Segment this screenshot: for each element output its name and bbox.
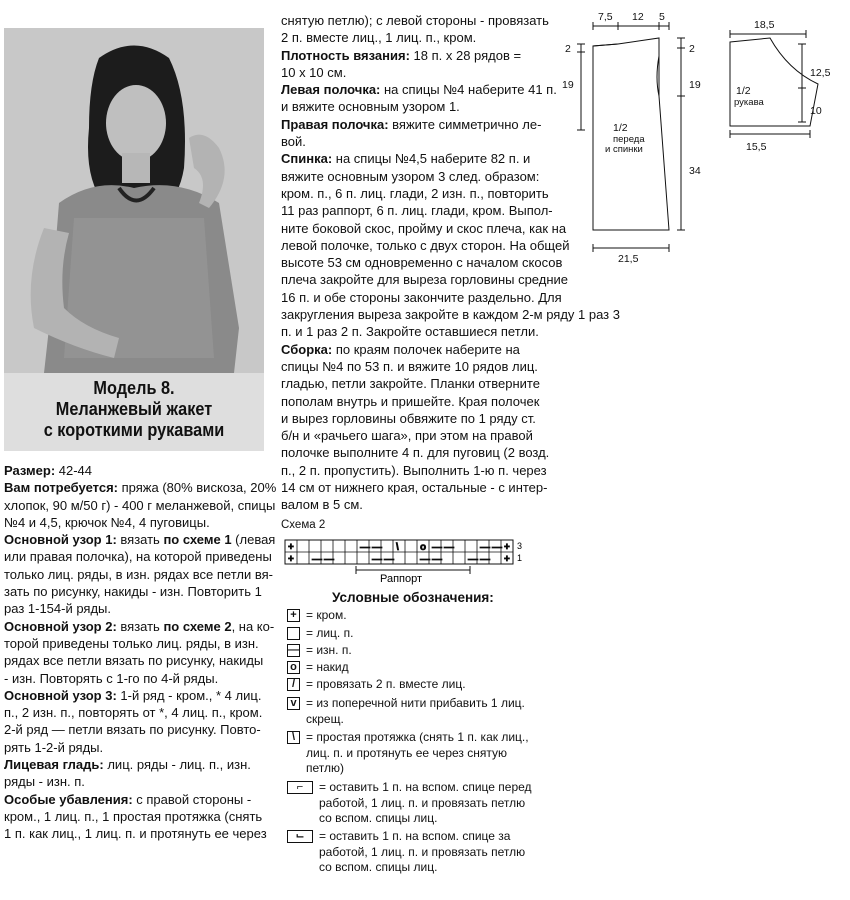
column1-line	[4, 756, 276, 773]
column2-line	[281, 479, 620, 496]
schema-symbol: +	[504, 542, 510, 553]
schema-symbol: —	[384, 554, 394, 565]
legend-title: Условные обозначения:	[332, 590, 494, 605]
schema-title: Схема 2	[281, 519, 326, 531]
text-segment: или правая полочка), на которой приведены	[4, 549, 272, 565]
model-photo	[4, 28, 264, 373]
sleeve-label-1: 1/2	[736, 85, 751, 97]
slash-box-icon: /	[287, 678, 300, 691]
legend-text: = оставить 1 п. на вспом. спице за	[319, 829, 511, 843]
schema-symbol: —	[492, 542, 502, 553]
text-segment: кром. п., 6 п. лиц. глади, 2 изн. п., повторить	[281, 185, 549, 201]
sleeve-right-1: 12,5	[810, 67, 831, 79]
text-segment: б/н и «рачьего шага», при этом на правой	[281, 428, 533, 444]
text-segment: п. и 1 раз 2 п. Закройте оставшиеся петли.	[281, 324, 539, 340]
text-segment: валом в 5 см.	[281, 497, 363, 513]
text-segment: хлопок, 90 м/50 г) - 400 г меланжевой, спицы	[4, 497, 276, 513]
backslash-box-icon: \	[287, 731, 300, 744]
schema-row-1: 1	[517, 553, 523, 563]
column1-line	[4, 721, 276, 738]
column1-line	[4, 497, 276, 514]
legend-text: = лиц. п.	[306, 626, 354, 640]
text-segment: левой полочке, только с двух сторон. На общей	[281, 237, 570, 253]
column1-line	[4, 600, 276, 617]
column2-line	[281, 462, 620, 479]
text-segment: зать по рисунку, накиды - изн. Повторить 1	[4, 584, 262, 600]
text-segment: спицы №4 по 53 п. и вяжите 10 рядов лиц.	[281, 358, 538, 374]
text-segment: 16 п. и обе стороны закончите раздельно. Для	[281, 289, 562, 305]
schema-symbol: \	[396, 542, 399, 553]
text-segment: пряжа (80% вискоза, 20%	[118, 480, 277, 496]
schema-symbol: —	[324, 554, 334, 565]
schema-symbol: —	[372, 554, 382, 565]
legend-text: скрещ.	[306, 711, 344, 726]
column2-line	[281, 306, 620, 323]
text-segment: торой приведены только лиц. ряды, в изн.	[4, 635, 259, 651]
schema-symbol: +	[504, 554, 510, 565]
body-label-2: переда	[613, 134, 645, 145]
text-segment: и вяжите основным узором 1.	[281, 99, 460, 115]
column1-line	[4, 566, 276, 583]
text-segment: вязать	[116, 532, 164, 548]
schema-symbol: —	[360, 542, 370, 553]
text-segment: Лицевая гладь:	[4, 757, 104, 773]
sleeve-label-2: рукава	[734, 97, 764, 108]
text-segment: пополам внутрь и пришейте. Края полочек	[281, 393, 540, 409]
body-left-1: 2	[565, 43, 571, 55]
column1-line	[4, 808, 276, 825]
column2-line	[281, 444, 620, 461]
text-segment: Сборка:	[281, 341, 333, 357]
text-segment: 11 раз раппорт, 6 п. лиц. глади, кром. Выпол-	[281, 203, 553, 219]
column2-line	[281, 289, 620, 306]
legend-text: = кром.	[306, 608, 347, 622]
legend-text: = провязать 2 п. вместе лиц.	[306, 677, 466, 691]
model-caption	[4, 373, 264, 451]
text-segment: гладью, петли закройте. Планки отверните	[281, 376, 540, 392]
text-segment: Основной узор 2:	[4, 618, 117, 634]
schema-symbol: +	[288, 554, 294, 565]
schema-symbol: —	[432, 542, 442, 553]
schema-2-chart	[284, 538, 529, 586]
column2-line	[281, 271, 620, 288]
column2-line	[281, 393, 620, 410]
legend-text: работой, 1 лиц. п. и провязать петлю	[319, 844, 526, 859]
column2-line	[281, 375, 620, 392]
body-top-2: 12	[632, 11, 644, 23]
text-segment: по краям полочек наберите на	[332, 341, 520, 357]
text-segment: раз 1-154-й ряды.	[4, 601, 112, 617]
cable-right-box-icon: ⌐	[287, 781, 313, 794]
text-segment: Плотность вязания:	[281, 47, 410, 63]
legend-text: со вспом. спицы лиц.	[319, 811, 438, 825]
legend-text: = простая протяжка (снять 1 п. как лиц.,	[306, 730, 529, 744]
legend-text: = оставить 1 п. на вспом. спице перед	[319, 780, 532, 794]
body-label-1: 1/2	[613, 122, 628, 134]
column1-line	[4, 670, 276, 687]
body-top-3: 5	[659, 11, 665, 23]
v-box-icon: v	[287, 697, 300, 710]
column1-line	[4, 548, 276, 565]
schema-symbol: +	[288, 542, 294, 553]
text-segment: ряды - изн. п.	[4, 774, 85, 790]
column1-line	[4, 739, 276, 756]
text-segment: лиц. ряды - лиц. п., изн.	[103, 757, 251, 773]
schema-rapport-label: Раппорт	[380, 573, 423, 585]
column1-line	[4, 704, 276, 721]
sleeve-diagram	[718, 8, 838, 168]
text-segment: ните боковой скос, пройму и скос плеча, как на	[281, 220, 567, 236]
text-segment: 14 см от нижнего края, остальные - с интер-	[281, 480, 548, 496]
legend-text: петлю)	[306, 761, 345, 775]
schema-symbol: —	[444, 542, 454, 553]
sleeve-bottom: 15,5	[746, 141, 767, 153]
schema-symbol: —	[372, 542, 382, 553]
schema-symbol: —	[468, 554, 478, 565]
text-segment: полочке выполните 4 п. для пуговиц (2 возд.	[281, 445, 550, 461]
text-segment: Размер:	[4, 463, 56, 478]
text-segment: на спицы №4,5 наберите 82 п. и	[332, 151, 531, 167]
text-segment: №4 и 4,5, крючок №4, 4 пуговицы.	[4, 514, 210, 530]
legend-text: = из поперечной нити прибавить 1 лиц.	[306, 696, 525, 710]
plus-box-icon: +	[287, 609, 300, 622]
body-top-1: 7,5	[598, 11, 613, 23]
text-segment: Правая полочка:	[281, 116, 389, 132]
column1-line	[4, 687, 276, 704]
text-segment: вязать	[116, 618, 164, 634]
text-segment: рять 1-2-й ряды.	[4, 739, 104, 755]
text-segment: (левая	[231, 532, 276, 548]
text-segment: плеча закройте для выреза горловины средние	[281, 272, 569, 288]
text-segment: 2 п. вместе лиц., 1 лиц. п., кром.	[281, 30, 477, 46]
text-segment: Левая полочка:	[281, 82, 381, 98]
text-segment: Основной узор 3:	[4, 687, 117, 703]
legend-text: = накид	[306, 660, 349, 674]
schema-symbol: —	[480, 542, 490, 553]
body-right-1: 2	[689, 43, 695, 55]
text-segment: по схеме 2	[163, 618, 232, 634]
column1-line	[4, 773, 276, 790]
column1-line	[4, 514, 276, 531]
column1-line	[4, 462, 276, 479]
text-segment: 42-44	[55, 463, 93, 478]
text-segment: только лиц. ряды, в изн. рядах все петли вя-	[4, 566, 273, 582]
text-segment: с правой стороны -	[132, 791, 252, 807]
column1-line	[4, 652, 276, 669]
sleeve-right-2: 10	[810, 105, 822, 117]
column2-line	[281, 427, 620, 444]
instructions-column-1	[4, 462, 276, 843]
body-left-2: 19	[562, 79, 574, 91]
column1-line	[4, 825, 276, 842]
column1-line	[4, 531, 276, 548]
body-label-3: и спинки	[605, 144, 643, 155]
text-segment: и вырез горловины обвяжите по 1 ряду ст.	[281, 410, 536, 426]
body-diagram	[555, 8, 720, 268]
column2-line	[281, 496, 620, 513]
schema-row-3: 3	[517, 541, 523, 551]
text-segment: снятую петлю); с левой стороны - провязать	[281, 13, 549, 28]
schema-symbol: —	[312, 554, 322, 565]
caption-line1: Меланжевый жакет	[55, 398, 213, 419]
column2-line	[281, 341, 620, 358]
text-segment: Спинка:	[281, 151, 333, 167]
text-segment: 1-й ряд - кром., * 4 лиц.	[116, 687, 262, 703]
column2-line	[281, 323, 620, 340]
text-segment: 1 п. как лиц., 1 лиц. п. и протянуть ее через	[4, 826, 267, 842]
caption-model: Модель 8.	[93, 377, 175, 398]
legend-text: лиц. п. и протянуть ее через снятую	[306, 745, 508, 760]
text-segment: п., 2 п. пропустить). Выполнить 1-ю п. через	[281, 462, 547, 478]
legend-text: = изн. п.	[306, 643, 352, 657]
circle-box-icon: o	[287, 661, 300, 674]
text-segment: п., 2 изн. п., повторять от *, 4 лиц. п., кром.	[4, 705, 263, 721]
text-segment: 18 п. х 28 рядов =	[409, 47, 522, 63]
column1-line	[4, 635, 276, 652]
text-segment: 10 х 10 см.	[281, 64, 347, 80]
body-bottom: 21,5	[618, 253, 639, 265]
schema-symbol: —	[420, 554, 430, 565]
caption-line2: с короткими рукавами	[43, 419, 225, 440]
schema-symbol: —	[432, 554, 442, 565]
column1-line	[4, 583, 276, 600]
schema-symbol: —	[480, 554, 490, 565]
legend-text: со вспом. спицы лиц.	[319, 860, 438, 874]
text-segment: закругления выреза закройте в каждом 2-м ряду 1 раз 3	[281, 307, 620, 323]
text-segment: Вам потребуется:	[4, 480, 118, 496]
text-segment: по схеме 1	[163, 532, 232, 548]
schema-symbol: o	[420, 542, 427, 553]
sleeve-top: 18,5	[754, 19, 775, 31]
dash-box-icon: —	[288, 644, 299, 656]
legend-text: работой, 1 лиц. п. и провязать петлю	[319, 795, 526, 810]
text-segment: рядах все петли вязать по рисунку, накиды	[4, 653, 264, 669]
text-segment: вяжите основным узором 3 след. образом:	[281, 168, 540, 184]
text-segment: вяжите симметрично ле-	[388, 116, 542, 132]
text-segment: Особые убавления:	[4, 791, 133, 807]
text-segment: вой.	[281, 134, 306, 150]
text-segment: , на ко-	[231, 618, 275, 634]
column2-line	[281, 410, 620, 427]
body-right-3: 34	[689, 165, 701, 177]
column1-line	[4, 618, 276, 635]
text-segment: 2-й ряд — петли вязать по рисунку. Повто-	[4, 722, 261, 738]
column1-line	[4, 479, 276, 496]
text-segment: на спицы №4 наберите 41 п.	[380, 82, 557, 98]
empty-box-icon	[287, 627, 300, 640]
cable-left-box-icon: ⌙	[287, 830, 313, 843]
text-segment: высоте 53 см одновременно с началом скосов	[281, 255, 563, 271]
text-segment: кром., 1 лиц. п., 1 простая протяжка (снять	[4, 808, 263, 824]
body-right-2: 19	[689, 79, 701, 91]
text-segment: Основной узор 1:	[4, 532, 117, 548]
column1-line	[4, 791, 276, 808]
text-segment: - изн. Повторять с 1-го по 4-й ряды.	[4, 670, 219, 686]
column2-line	[281, 358, 620, 375]
